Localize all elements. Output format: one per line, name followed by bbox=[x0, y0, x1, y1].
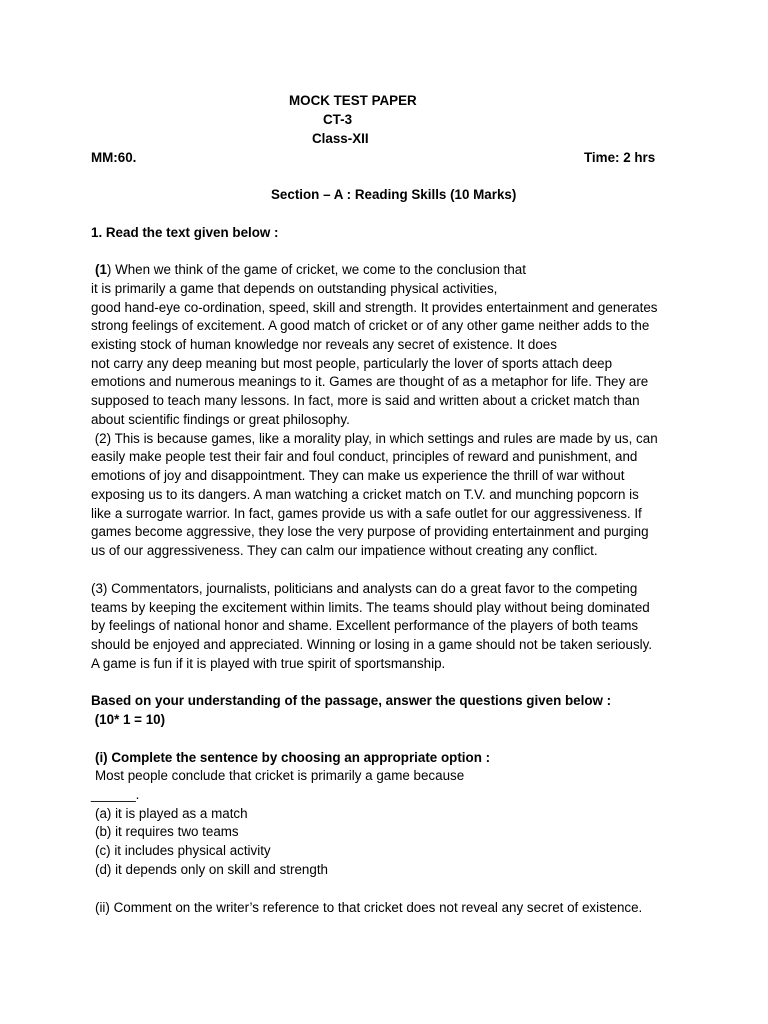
marks-allocation: (10* 1 = 10) bbox=[91, 712, 166, 727]
time-allowed: Time: 2 hrs bbox=[584, 150, 656, 165]
passage-line: us of our aggressiveness. They can calm our impatience without creating any conflict. bbox=[91, 543, 598, 558]
passage-line: emotions of joy and disappointment. They can make us experience the thrill of war without bbox=[91, 468, 625, 483]
passage-line: good hand-eye co-ordination, speed, skill and strength. It provides entertainment and generates bbox=[91, 300, 658, 315]
test-code: CT-3 bbox=[323, 112, 353, 127]
passage-line: emotions and numerous meanings to it. Games are thought of as a metaphor for life. They are bbox=[91, 374, 649, 389]
class-label: Class-XII bbox=[312, 131, 369, 146]
passage-line: games become aggressive, they lose the very purpose of providing entertainment and purging bbox=[91, 524, 649, 539]
passage-line: by feelings of national honor and shame. Excellent performance of the players of both teams bbox=[91, 618, 639, 633]
option-c: (c) it includes physical activity bbox=[95, 843, 271, 858]
passage-line: existing stock of human knowledge nor reveals any secret of existence. It does bbox=[91, 337, 557, 352]
passage-line: strong feelings of excitement. A good match of cricket or of any other game neither adds to the bbox=[91, 318, 650, 333]
passage-line: about scientific findings or great philosophy. bbox=[91, 412, 350, 427]
passage-line: (2) This is because games, like a morality play, in which settings and rules are made by us, can bbox=[91, 431, 658, 446]
passage-line: supposed to teach many lessons. In fact, more is said and written about a cricket match than bbox=[91, 393, 640, 408]
option-d: (d) it depends only on skill and strength bbox=[95, 862, 328, 877]
passage-line: exposing us to its dangers. A man watching a cricket match on T.V. and munching popcorn is bbox=[91, 487, 639, 502]
option-b: (b) it requires two teams bbox=[95, 824, 239, 839]
passage-line: (3) Commentators, journalists, politicians and analysts can do a great favor to the competing bbox=[91, 581, 638, 596]
para1-text: ) When we think of the game of cricket, we come to the conclusion that bbox=[106, 262, 526, 277]
passage-line bbox=[95, 261, 526, 279]
passage-line: like a surrogate warrior. In fact, games provide us with a safe outlet for our aggressiveness. If bbox=[91, 506, 642, 521]
passage-line: A game is fun if it is played with true spirit of sportsmanship. bbox=[91, 656, 446, 671]
question-ii: (ii) Comment on the writer’s reference to that cricket does not reveal any secret of existence. bbox=[95, 900, 643, 915]
passage-line: teams by keeping the excitement within limits. The teams should play without being dominated bbox=[91, 600, 650, 615]
section-heading: Section – A : Reading Skills (10 Marks) bbox=[271, 187, 517, 202]
passage-line: it is primarily a game that depends on outstanding physical activities, bbox=[91, 281, 498, 296]
answer-blank: ______. bbox=[91, 787, 140, 802]
paper-title: MOCK TEST PAPER bbox=[289, 93, 417, 108]
passage-line: should be enjoyed and appreciated. Winning or losing in a game should not be taken seriously. bbox=[91, 637, 653, 652]
para1-number: (1 bbox=[95, 262, 107, 277]
question-i-stem: Most people conclude that cricket is primarily a game because bbox=[95, 768, 465, 783]
passage-line: easily make people test their fair and foul conduct, principles of reward and punishment, and bbox=[91, 449, 638, 464]
instructions-line: Based on your understanding of the passage, answer the questions given below : bbox=[91, 693, 612, 708]
passage-line: not carry any deep meaning but most people, particularly the lover of sports attach deep bbox=[91, 356, 613, 371]
question-i-heading: (i) Complete the sentence by choosing an appropriate option : bbox=[95, 750, 491, 765]
question-1-heading: 1. Read the text given below : bbox=[91, 225, 279, 240]
max-marks: MM:60. bbox=[91, 150, 137, 165]
option-a: (a) it is played as a match bbox=[95, 806, 248, 821]
